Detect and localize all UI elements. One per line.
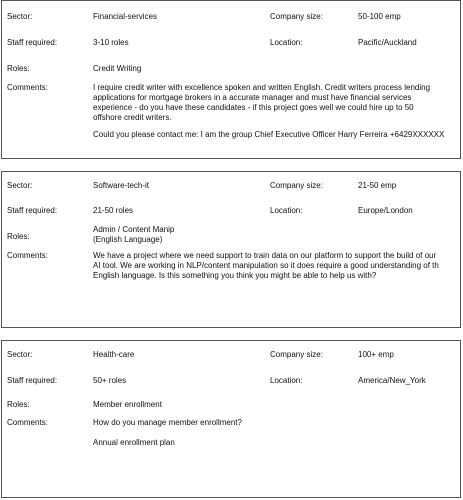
sector-label: Sector: [7, 181, 33, 190]
roles-value: Credit Writing [93, 64, 142, 73]
comments-label: Comments: [7, 418, 48, 427]
roles-value: Member enrollment [93, 400, 162, 409]
company-size-value: 21-50 emp [358, 181, 397, 190]
request-card [1, 0, 461, 159]
location-label: Location: [270, 376, 303, 385]
location-value: Pacific/Auckland [358, 38, 417, 47]
sector-value: Software-tech-it [93, 181, 150, 190]
comment-line: Annual enrollment plan [93, 438, 175, 447]
location-value: America/New_York [358, 376, 426, 385]
comment-line: How do you manage member enrollment? [93, 418, 242, 427]
request-card [1, 340, 461, 498]
staff-required-label: Staff required: [7, 376, 58, 385]
roles-label: Roles: [7, 400, 30, 409]
comment-line: We have a project where we need support to train data on our platform to support the build of our [93, 251, 437, 260]
company-size-label: Company size: [270, 181, 323, 190]
request-card [1, 171, 461, 328]
staff-required-value: 3-10 roles [93, 38, 129, 47]
comment-line: applications for mortgage brokers in a accurate manager and must have financial services [93, 93, 412, 102]
sector-value: Health-care [93, 350, 135, 359]
comment-line: I require credit writer with excellence spoken and written English. Credit writers process lending [93, 83, 431, 92]
comment-line: offshore credit writers. [93, 113, 172, 122]
staff-required-value: 50+ roles [93, 376, 127, 385]
roles-value: (English Language) [93, 235, 163, 244]
comments-label: Comments: [7, 251, 48, 260]
company-size-label: Company size: [270, 12, 323, 21]
company-size-value: 100+ emp [358, 350, 394, 359]
roles-label: Roles: [7, 64, 30, 73]
comment-line: Could you please contact me: I am the group Chief Executive Officer Harry Ferreira +6429XXXXXX [93, 130, 445, 139]
sector-label: Sector: [7, 350, 33, 359]
staff-required-value: 21-50 roles [93, 206, 134, 215]
location-label: Location: [270, 38, 303, 47]
location-label: Location: [270, 206, 303, 215]
comment-line: AI tool. We are working in NLP/content manipulation so it does require a good understanding of th [93, 261, 439, 270]
company-size-value: 50-100 emp [358, 12, 401, 21]
company-size-label: Company size: [270, 350, 323, 359]
roles-value: Admin / Content Manip [93, 225, 175, 234]
staff-required-label: Staff required: [7, 38, 58, 47]
comment-line: experience - do you have these candidates - if this project goes well we could hire up to 50 [93, 103, 414, 112]
comments-label: Comments: [7, 83, 48, 92]
location-value: Europe/London [358, 206, 413, 215]
sector-value: Financial-services [93, 12, 158, 21]
roles-label: Roles: [7, 232, 30, 241]
staff-required-label: Staff required: [7, 206, 58, 215]
sector-label: Sector: [7, 12, 33, 21]
comment-line: English language. Is this something you think you might be able to help us with? [93, 271, 377, 280]
